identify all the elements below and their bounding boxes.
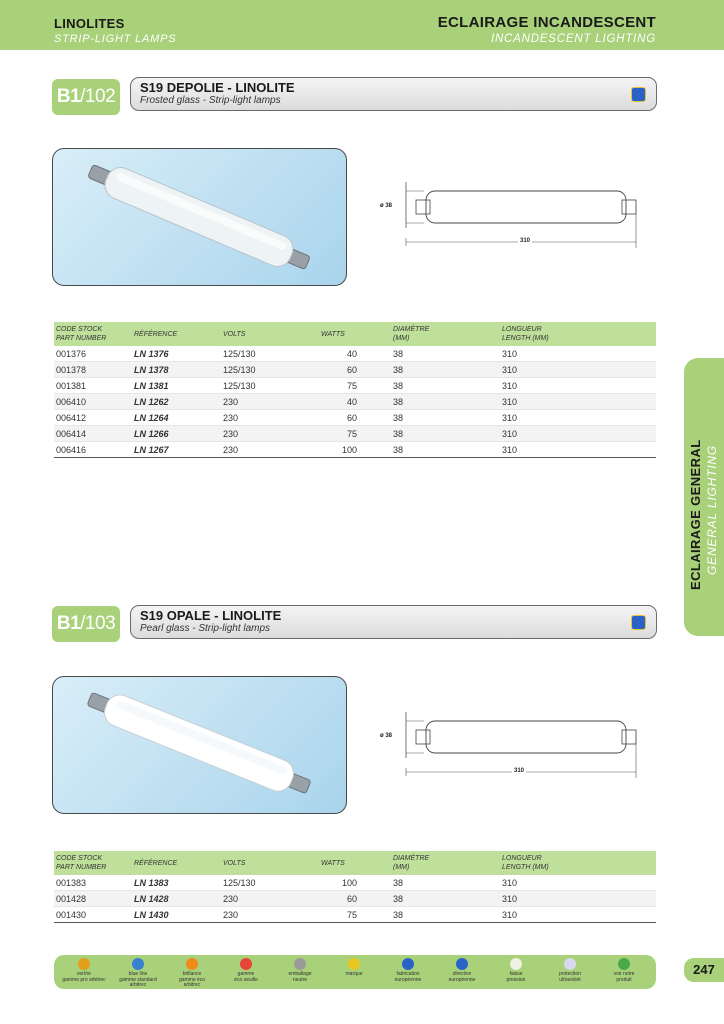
column-header-diameter: DIAMÈTRE (MM) bbox=[391, 851, 500, 875]
legend-label-secondary: européenne bbox=[448, 976, 476, 983]
cell-reference: LN 1428 bbox=[132, 891, 221, 907]
cell-diameter: 38 bbox=[391, 410, 500, 426]
legend-label-secondary: européenne bbox=[394, 976, 422, 983]
cell-volts: 230 bbox=[221, 410, 319, 426]
lamp-dimension-drawing bbox=[378, 708, 648, 788]
legend-item bbox=[278, 958, 322, 983]
column-header-length: LONGUEUR LENGTH (MM) bbox=[500, 851, 656, 875]
side-tab-subtitle: GENERAL LIGHTING bbox=[705, 445, 719, 575]
diameter-label: ø 38 bbox=[380, 733, 393, 739]
legend-icon bbox=[78, 958, 90, 970]
cell-watts: 75 bbox=[319, 907, 391, 923]
product-photo bbox=[52, 148, 347, 286]
table-row bbox=[54, 394, 656, 410]
cell-length: 310 bbox=[500, 875, 656, 891]
product-table bbox=[54, 322, 656, 458]
cell-length: 310 bbox=[500, 362, 656, 378]
cell-code: 006414 bbox=[54, 426, 132, 442]
cell-code: 006412 bbox=[54, 410, 132, 426]
cell-diameter: 38 bbox=[391, 394, 500, 410]
cell-diameter: 38 bbox=[391, 891, 500, 907]
legend-label: vert/or bbox=[76, 971, 92, 977]
cell-length: 310 bbox=[500, 907, 656, 923]
cell-code: 001383 bbox=[54, 875, 132, 891]
cell-volts: 230 bbox=[221, 891, 319, 907]
frosted-lamp-image bbox=[53, 149, 346, 285]
page-number: 247 bbox=[684, 958, 724, 982]
table-row bbox=[54, 426, 656, 442]
product-subtitle: Frosted glass - Strip-light lamps bbox=[140, 95, 281, 106]
cell-length: 310 bbox=[500, 346, 656, 362]
cell-reference: LN 1376 bbox=[132, 346, 221, 362]
table-row bbox=[54, 410, 656, 426]
cell-watts: 40 bbox=[319, 394, 391, 410]
cell-volts: 125/130 bbox=[221, 378, 319, 394]
column-header-reference: RÉFÉRENCE bbox=[132, 851, 221, 875]
column-header-watts: WATTS bbox=[319, 322, 391, 346]
cell-volts: 125/130 bbox=[221, 362, 319, 378]
column-header-watts: WATTS bbox=[319, 851, 391, 875]
column-header-code: CODE STOCK PART NUMBER bbox=[54, 322, 132, 346]
legend-item bbox=[62, 958, 106, 983]
cell-watts: 75 bbox=[319, 378, 391, 394]
cell-diameter: 38 bbox=[391, 875, 500, 891]
cell-diameter: 38 bbox=[391, 907, 500, 923]
cell-diameter: 38 bbox=[391, 378, 500, 394]
legend-item bbox=[386, 958, 430, 983]
cell-watts: 100 bbox=[319, 442, 391, 458]
legend-label-secondary: ultraviolet bbox=[559, 976, 581, 983]
table-header-row bbox=[54, 851, 656, 875]
legend-icon bbox=[348, 958, 360, 970]
lamp-dimension-drawing bbox=[378, 178, 648, 258]
legend-icon bbox=[402, 958, 414, 970]
cell-diameter: 38 bbox=[391, 346, 500, 362]
cell-length: 310 bbox=[500, 394, 656, 410]
column-header-volts: VOLTS bbox=[221, 851, 319, 875]
cell-volts: 230 bbox=[221, 442, 319, 458]
column-header-diameter: DIAMÈTRE (MM) bbox=[391, 322, 500, 346]
legend-label: fabrication bbox=[396, 971, 420, 977]
legend-footer bbox=[54, 955, 656, 989]
cell-code: 001430 bbox=[54, 907, 132, 923]
cell-length: 310 bbox=[500, 378, 656, 394]
legend-label-secondary: gamme standard arbitrec bbox=[119, 976, 157, 988]
product-header bbox=[130, 77, 657, 111]
legend-label-secondary: pression bbox=[506, 976, 526, 983]
eu-badge-icon bbox=[631, 87, 646, 102]
cell-length: 310 bbox=[500, 891, 656, 907]
cell-reference: LN 1262 bbox=[132, 394, 221, 410]
table-header-row bbox=[54, 322, 656, 346]
cell-watts: 40 bbox=[319, 346, 391, 362]
cell-diameter: 38 bbox=[391, 426, 500, 442]
cell-watts: 60 bbox=[319, 362, 391, 378]
legend-item bbox=[224, 958, 268, 983]
product-code-badge: B1/102 bbox=[52, 79, 120, 115]
cell-length: 310 bbox=[500, 410, 656, 426]
cell-volts: 230 bbox=[221, 426, 319, 442]
product-title: S19 DEPOLIE - LINOLITE bbox=[140, 80, 295, 95]
legend-label-secondary: éco seuille bbox=[234, 976, 258, 983]
legend-icon bbox=[240, 958, 252, 970]
cell-code: 006410 bbox=[54, 394, 132, 410]
cell-diameter: 38 bbox=[391, 442, 500, 458]
cell-volts: 125/130 bbox=[221, 875, 319, 891]
cell-diameter: 38 bbox=[391, 362, 500, 378]
cell-reference: LN 1266 bbox=[132, 426, 221, 442]
cell-code: 001376 bbox=[54, 346, 132, 362]
pearl-lamp-image bbox=[53, 677, 346, 813]
legend-label: marque bbox=[345, 971, 363, 977]
section-title: ECLAIRAGE INCANDESCENT bbox=[437, 14, 656, 31]
legend-label: protection bbox=[559, 971, 581, 977]
cell-code: 001381 bbox=[54, 378, 132, 394]
cell-code: 001378 bbox=[54, 362, 132, 378]
table-row bbox=[54, 378, 656, 394]
cell-reference: LN 1430 bbox=[132, 907, 221, 923]
table-row bbox=[54, 891, 656, 907]
cell-reference: LN 1264 bbox=[132, 410, 221, 426]
cell-watts: 75 bbox=[319, 426, 391, 442]
table-body bbox=[54, 346, 656, 458]
legend-icon bbox=[510, 958, 522, 970]
legend-label-secondary: produit bbox=[616, 976, 632, 983]
legend-label: voir notre bbox=[613, 971, 635, 977]
legend-icon bbox=[618, 958, 630, 970]
cell-code: 006416 bbox=[54, 442, 132, 458]
legend-label-secondary: neutre bbox=[292, 976, 308, 983]
legend-item bbox=[548, 958, 592, 983]
cell-volts: 125/130 bbox=[221, 346, 319, 362]
table-body bbox=[54, 875, 656, 923]
legend-item bbox=[170, 958, 214, 989]
legend-label: emballage bbox=[288, 971, 312, 977]
legend-item bbox=[494, 958, 538, 983]
legend-item bbox=[332, 958, 376, 978]
table-row bbox=[54, 875, 656, 891]
header-bar bbox=[0, 0, 724, 50]
product-code-badge: B1/103 bbox=[52, 606, 120, 642]
table-row bbox=[54, 907, 656, 923]
legend-icon bbox=[186, 958, 198, 970]
product-subtitle: Pearl glass - Strip-light lamps bbox=[140, 623, 271, 634]
section-subtitle: INCANDESCENT LIGHTING bbox=[490, 33, 656, 45]
legend-icon bbox=[456, 958, 468, 970]
cell-volts: 230 bbox=[221, 907, 319, 923]
length-label: 310 bbox=[514, 768, 525, 774]
column-header-reference: RÉFÉRENCE bbox=[132, 322, 221, 346]
legend-label: faisse bbox=[509, 971, 523, 977]
product-photo bbox=[52, 676, 347, 814]
legend-label: gamme bbox=[237, 971, 255, 977]
category-subtitle: STRIP-LIGHT LAMPS bbox=[54, 33, 177, 45]
cell-reference: LN 1267 bbox=[132, 442, 221, 458]
product-header bbox=[130, 605, 657, 639]
legend-label: directive bbox=[452, 971, 472, 977]
eu-badge-icon bbox=[631, 615, 646, 630]
product-title: S19 OPALE - LINOLITE bbox=[140, 608, 282, 623]
product-table bbox=[54, 851, 656, 923]
legend-label: brillance bbox=[182, 971, 202, 977]
category-title: LINOLITES bbox=[54, 16, 125, 31]
legend-label-secondary: gamme pro arbitrec bbox=[62, 976, 106, 983]
legend-icon bbox=[132, 958, 144, 970]
cell-reference: LN 1381 bbox=[132, 378, 221, 394]
side-tab-title: ECLAIRAGE GENERAL bbox=[688, 439, 703, 590]
diameter-label: ø 38 bbox=[380, 203, 393, 209]
cell-length: 310 bbox=[500, 442, 656, 458]
legend-item bbox=[440, 958, 484, 983]
cell-reference: LN 1383 bbox=[132, 875, 221, 891]
cell-watts: 60 bbox=[319, 410, 391, 426]
legend-label: blue line bbox=[128, 971, 148, 977]
length-label: 310 bbox=[520, 238, 531, 244]
cell-reference: LN 1378 bbox=[132, 362, 221, 378]
legend-icon bbox=[564, 958, 576, 970]
legend-icon bbox=[294, 958, 306, 970]
legend-item bbox=[602, 958, 646, 983]
cell-volts: 230 bbox=[221, 394, 319, 410]
table-row bbox=[54, 442, 656, 458]
column-header-volts: VOLTS bbox=[221, 322, 319, 346]
cell-watts: 100 bbox=[319, 875, 391, 891]
table-row bbox=[54, 362, 656, 378]
column-header-length: LONGUEUR LENGTH (MM) bbox=[500, 322, 656, 346]
cell-watts: 60 bbox=[319, 891, 391, 907]
legend-item bbox=[116, 958, 160, 989]
cell-code: 001428 bbox=[54, 891, 132, 907]
legend-label-secondary: gamme éco arbitrec bbox=[178, 976, 206, 988]
cell-length: 310 bbox=[500, 426, 656, 442]
column-header-code: CODE STOCK PART NUMBER bbox=[54, 851, 132, 875]
table-row bbox=[54, 346, 656, 362]
